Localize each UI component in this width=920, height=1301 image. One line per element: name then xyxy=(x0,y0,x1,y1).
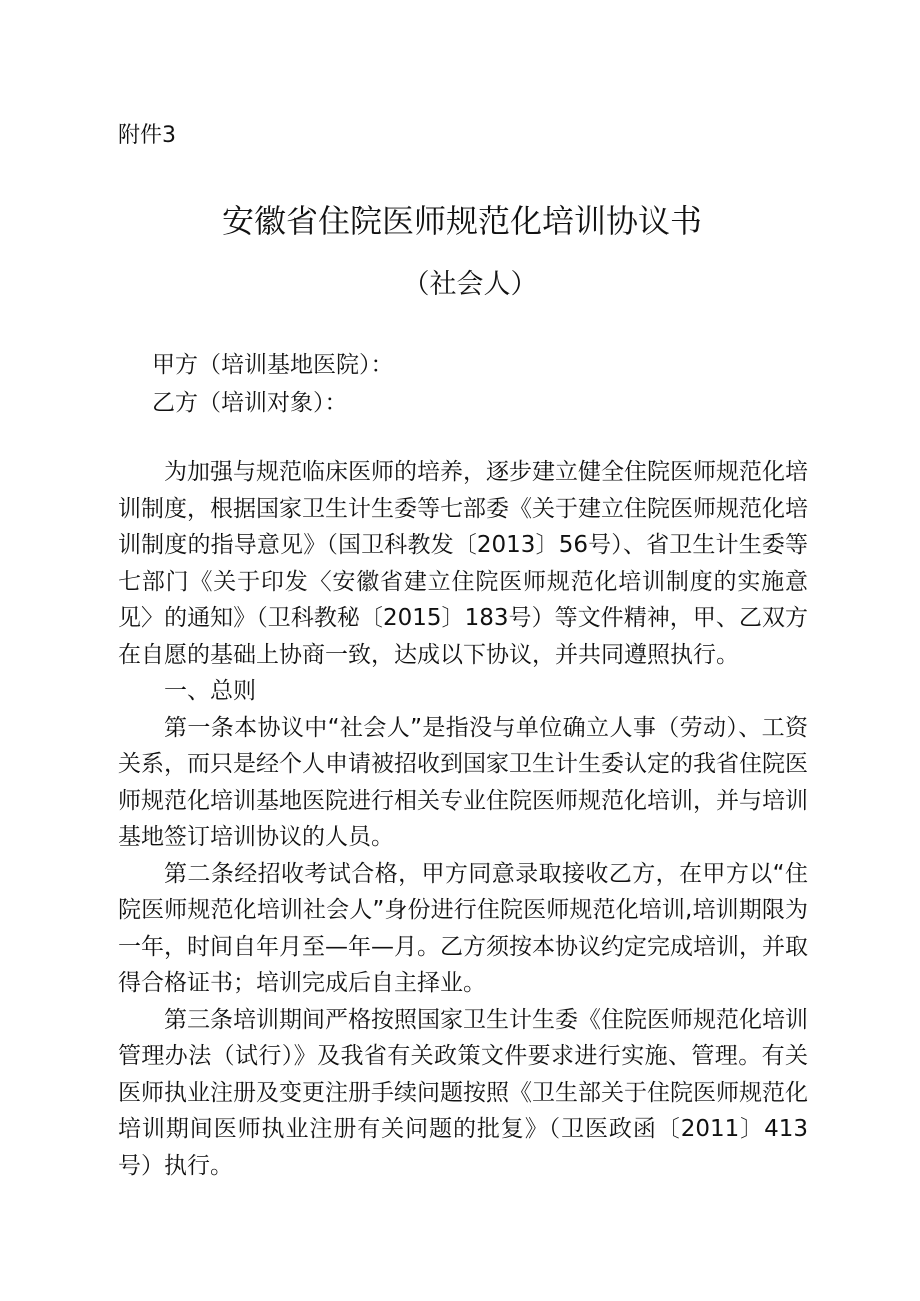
party-a-line: 甲方（培训基地医院）： xyxy=(152,352,394,378)
attachment-label: 附件3 xyxy=(118,123,176,148)
paragraph-preamble: 为加强与规范临床医师的培养，逐步建立健全住院医师规范化培训制度，根据国家卫生计生委等七部委《关于建立住院医师规范化培训制度的指导意见》（国卫科教发〔2013〕56号）、省卫生计生委等七部门《关于印发〈安徽省建立住院医师规范化培训制度的实施意见〉的通知》（卫科教秘〔2015〕183号）等文件精神，甲、乙双方在自愿的基础上协商一致，达成以下协议，并共同遵照执行。 xyxy=(118,459,808,668)
paragraph-article-2: 第二条经招收考试合格，甲方同意录取接收乙方，在甲方以“住院医师规范化培训社会人”身份进行住院医师规范化培训,培训期限为一年，时间自年月至—年—月。乙方须按本协议约定完成培训，并取得合格证书；培训完成后自主择业。 xyxy=(118,860,808,996)
section-heading-general: 一、总则 xyxy=(164,678,256,704)
party-b-line: 乙方（培训对象）： xyxy=(152,390,348,416)
document-title: 安徽省住院医师规范化培训协议书 xyxy=(221,202,702,240)
document-subtitle: （社会人） xyxy=(402,269,538,300)
document-body xyxy=(118,454,808,1184)
paragraph-article-3: 第三条培训期间严格按照国家卫生计生委《住院医师规范化培训管理办法（试行）》及我省有关政策文件要求进行实施、管理。有关医师执业注册及变更注册手续问题按照《卫生部关于住院医师规范化培训期间医师执业注册有关问题的批复》（卫医政函〔2011〕413号）执行。 xyxy=(118,1006,808,1179)
paragraph-article-1: 第一条本协议中“社会人”是指没与单位确立人事（劳动）、工资关系，而只是经个人申请被招收到国家卫生计生委认定的我省住院医师规范化培训基地医院进行相关专业住院医师规范化培训，并与培训基地签订培训协议的人员。 xyxy=(118,714,808,850)
